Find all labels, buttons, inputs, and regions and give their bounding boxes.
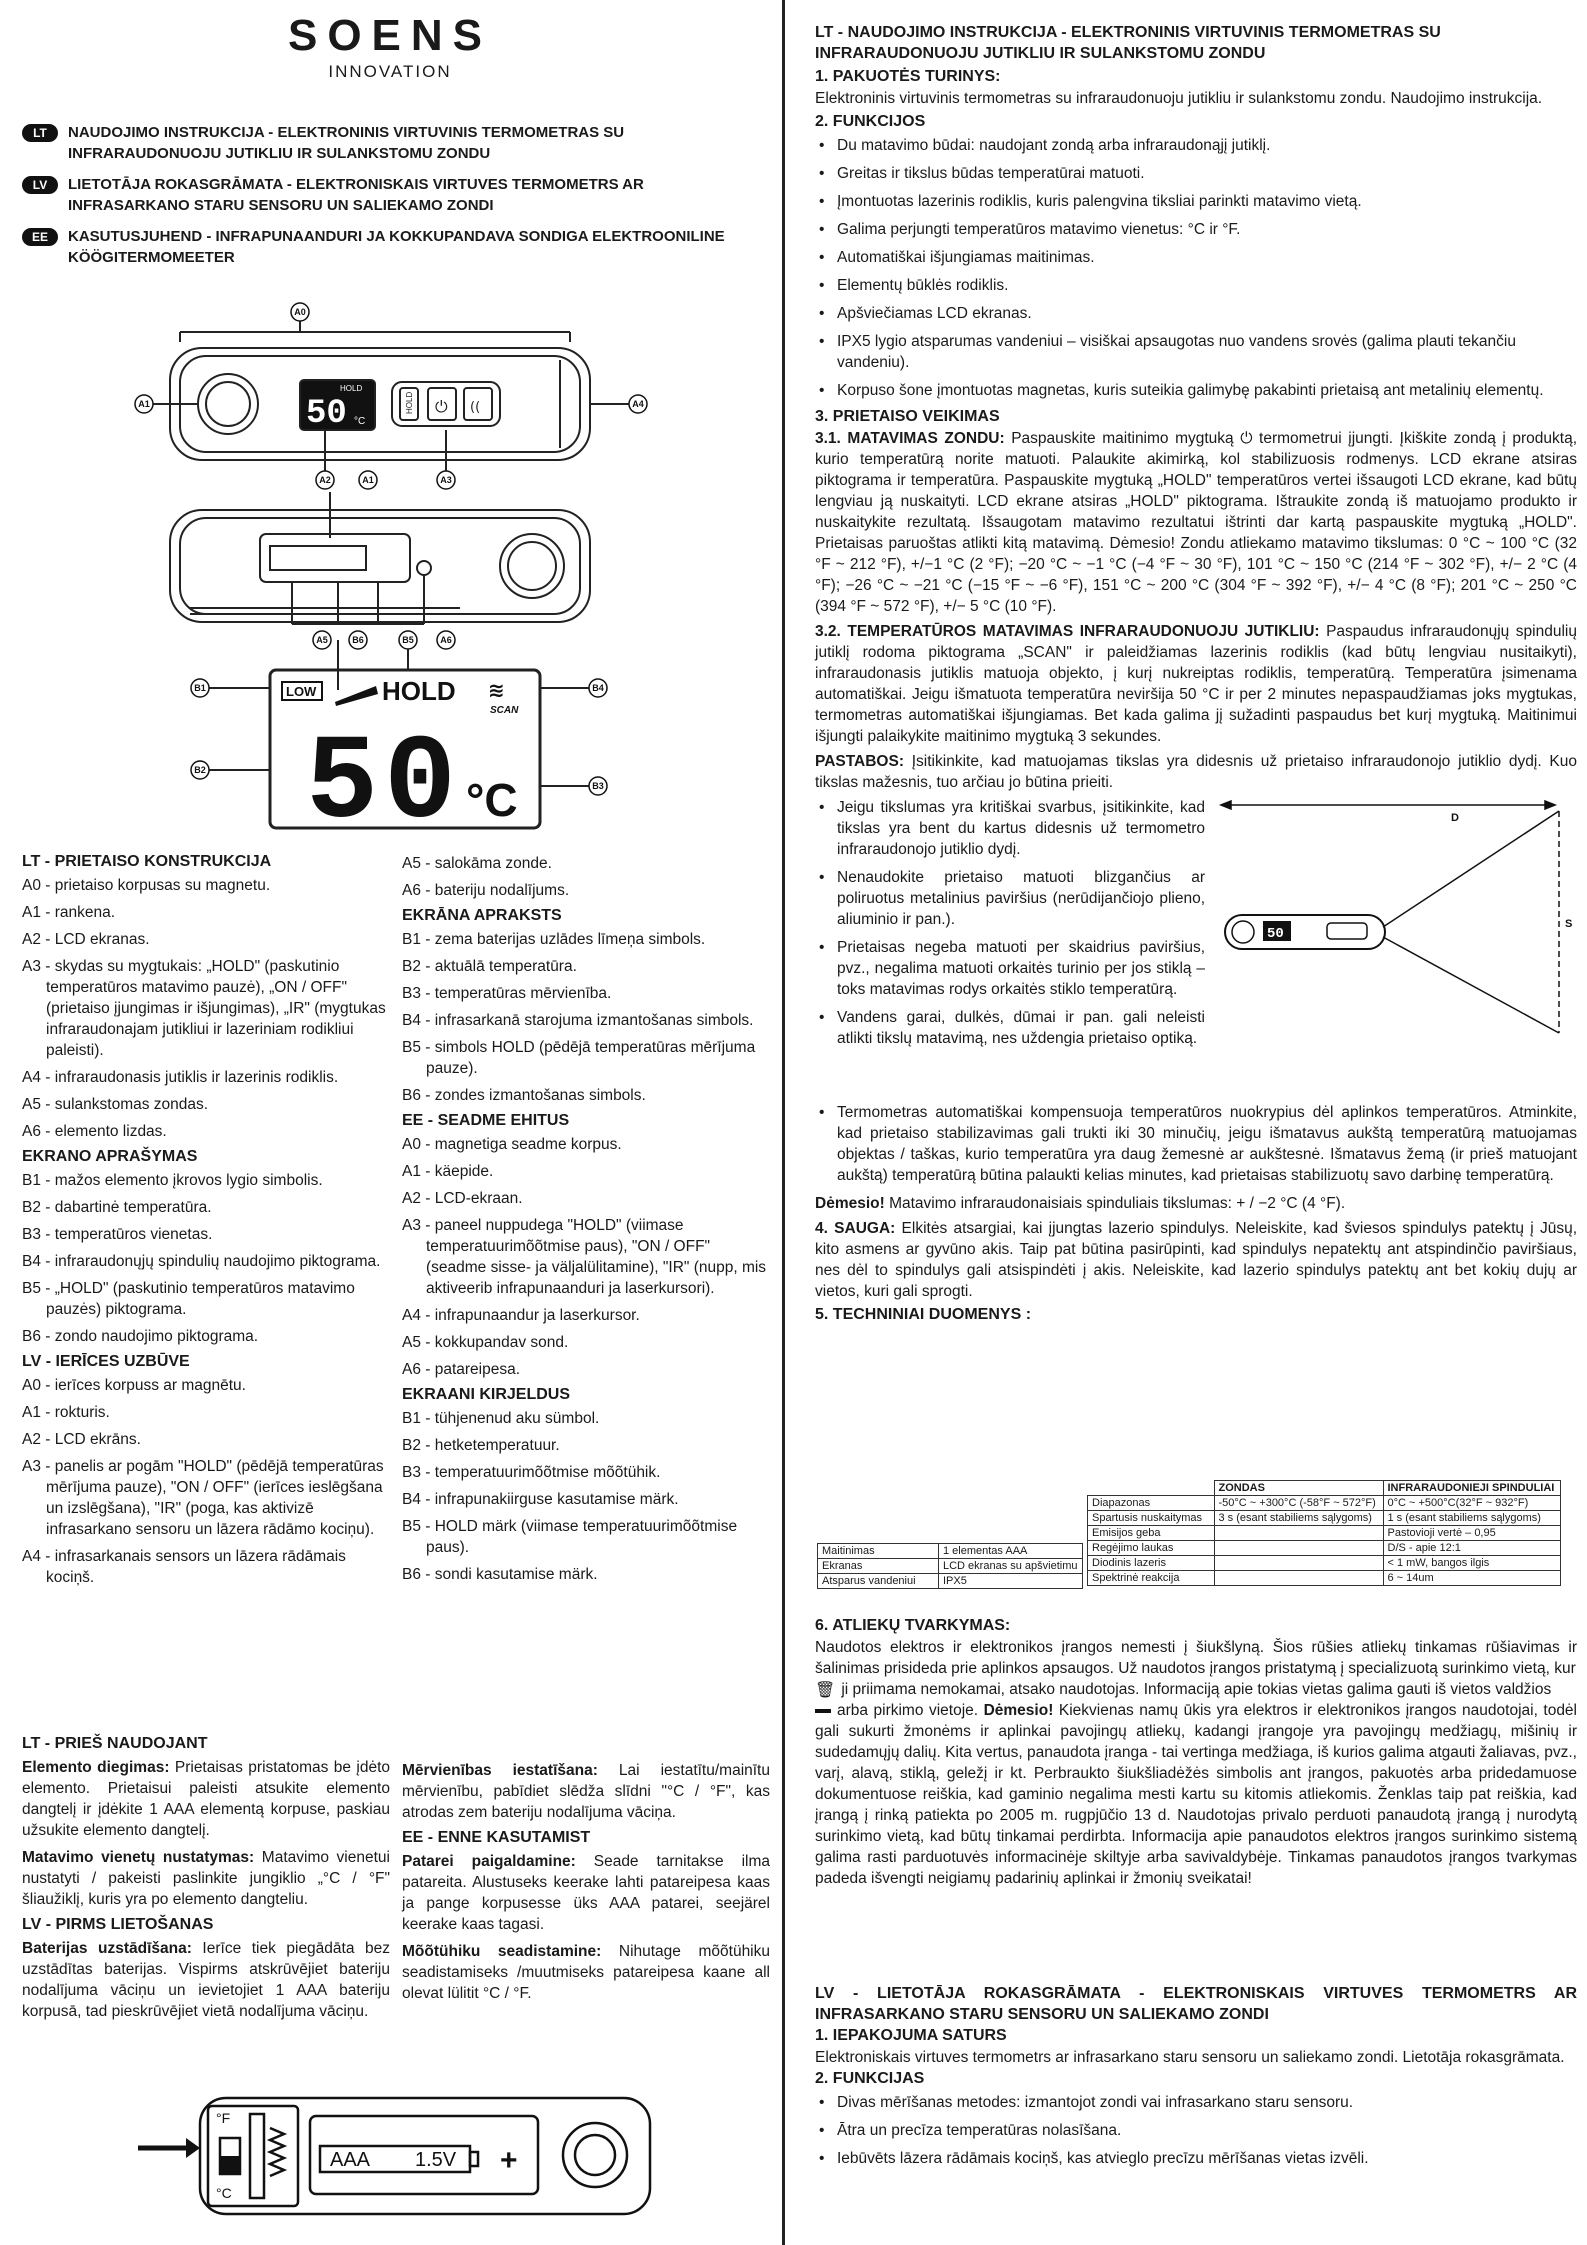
s3-heading: 3. PRIETAISO VEIKIMAS — [815, 408, 1000, 425]
callout-b2 — [191, 761, 209, 779]
ee-before-p2 — [402, 1941, 770, 2004]
svg-text:B4: B4 — [592, 683, 604, 693]
s2-item: • IPX5 lygio atsparumas vandeniui – visiškai apsaugotas nuo vandens srovės (galima plauti tekančiu vandeniu). — [837, 331, 1577, 373]
lt-before-p1-text: Prietaisas pristatomas be įdėto elemento. Prietaisui paleisti atsukite elemento dangtelį ir įdėkite 1 AAA elementą korpuse, paskiau užsukite elemento dangtelį. — [22, 1759, 390, 1839]
notes-label: PASTABOS: — [815, 753, 904, 770]
small-lcd-unit: °C — [354, 416, 366, 427]
callout-a5 — [313, 631, 331, 649]
s2-item: • Galima perjungti temperatūros matavimo vienetus: °C ir °F. — [837, 219, 1577, 240]
s6-heading: 6. ATLIEKŲ TVARKYMAS: — [815, 1617, 1011, 1634]
language-lv — [22, 174, 762, 216]
s32-text: Paspaudus infraraudonųjų spindulių jutiklį rodoma piktograma „SCAN" ir paleidžiamas lazerinis rodiklis (kad būtų lengviau nusitaikyti), infraraudonasis jutiklis matuoja objekto, į kurį nukreiptas rodiklis, temperatūrą. Temperatūra įsimenama automatiškai. Jeigu išmatuota temperatūra neviršija 50 °C ir per 2 minutes nepaspaudžiamas joks mygtukas, termometras automatiškai išjungiamas. Bet kada galima jį sužadinti paspaudus bet kurį mygtuką. Maitinimui išjungti palaikykite maitinimo mygtuką 3 sekundes. — [815, 623, 1577, 745]
table-cell: Spektrinė reakcija — [1088, 1571, 1215, 1586]
s6-text-d: Kiekvienas namų ūkis yra elektros ir elektronikos įrangos naudotojai, todėl gali sukurti žmonėms ir aplinkai pavojingų atliekų, kadangi įrangoje yra pavojingų medžiagų, mišinių ir sudedamųjų dalių. Kita vertus, panaudota įranga - tai vertinga medžiaga, iš kurios galima atgauti žaliavas, pvz., varį, alavą, stiklą, geležį ir kt. Perbraukto šiukšliadėžės simbolis ant įrangos, pakuotės arba pridedamuose dokumentuose reiškia, kad gaminio negalima mesti kartu su kitomis atliekomis. Ženklas taip pat reiškia, kad įrangą į rinką patiekta po 2005 m. rugpjūčio 13 d. Naudotojas privalo perduoti panaudotą įrangą į nurodytą surinkimo vietą, kad būtų tinkamai perdirbta. Informacija apie panaudotos elektros įrangos surinkimo sistemą galima rasti parduotuvės informacinėje skiltyje arba savivaldybėje. Tinkamas panaudotos įrangos tvarkymas padeda išvengti neigiamų padarinių aplinkai ir žmonių sveikatai! — [815, 1702, 1577, 1887]
battery-voltage: 1.5V — [415, 2149, 457, 2171]
lv-item-a2: A2 - LCD ekrāns. — [22, 1431, 141, 1448]
notes-list — [815, 797, 1205, 1049]
notes-item: • Prietaisas negeba matuoti per skaidrius paviršius, pvz., negalima matuoti orkaitės turinio per jos stiklą – toks matavimas rodys orkaitės stiklo temperatūrą. — [837, 937, 1205, 1000]
notes-item: • Jeigu tikslumas yra kritiškai svarbus, įsitikinkite, kad tikslas yra bent du kartus didesnis už termometro infraraudonojo jutiklio dydį. — [837, 797, 1205, 860]
table-header-row — [1088, 1481, 1561, 1496]
lv-screen-b4: B4 - infrasarkanā starojuma izmantošanas simbols. — [402, 1012, 754, 1029]
callout-b3 — [589, 777, 607, 795]
device-diagram — [120, 290, 680, 845]
lt-item-a1: A1 - rankena. — [22, 904, 116, 921]
lv-item-a1: A1 - rokturis. — [22, 1404, 110, 1421]
table-header-cell: INFRARAUDONIEJI SPINDULIAI — [1383, 1481, 1560, 1496]
table-row — [1088, 1541, 1561, 1556]
svg-text:A5: A5 — [316, 635, 328, 645]
battery-type: AAA — [330, 2149, 371, 2171]
lv-before-p1-text: Ierīce tiek piegādāta bez uzstādītas baterijas. Vispirms atskrūvējiet bateriju nodalījuma vāciņu un ievietojiet 1 AAA bateriju korpusā, tad pieskrūvējiet vietā nodalījuma vāciņu. — [22, 1940, 390, 2020]
notes-block — [815, 797, 1577, 1102]
lv2-list — [815, 2092, 1577, 2169]
ir-button-icon: (( — [470, 400, 481, 415]
ee-item-a2: A2 - LCD-ekraan. — [402, 1190, 523, 1207]
notes-wide-list — [815, 1102, 1577, 1186]
table-row — [818, 1559, 1083, 1574]
callout-a6 — [437, 631, 455, 649]
lang-title-lt: NAUDOJIMO INSTRUKCIJA - ELEKTRONINIS VIRTUVINIS TERMOMETRAS SU INFRARAUDONUOJU JUTIKLIU IR SULANKSTOMU ZONDU — [68, 124, 625, 162]
waste-bar — [815, 1709, 831, 1713]
lt-item-a2: A2 - LCD ekranas. — [22, 931, 150, 948]
table-cell: 3 s (esant stabiliems sąlygoms) — [1214, 1511, 1383, 1526]
battery-diagram — [130, 2088, 670, 2228]
s1-heading: 1. PAKUOTĖS TURINYS: — [815, 68, 1001, 85]
callout-b1 — [191, 679, 209, 697]
lang-badge-lv: LV — [22, 176, 58, 194]
table-cell — [1214, 1571, 1383, 1586]
ee-screen-b4: B4 - infrapunakiirguse kasutamise märk. — [402, 1491, 679, 1508]
scan-wifi-icon: ≋ — [488, 678, 505, 702]
table-header-cell — [1088, 1481, 1215, 1496]
s6-text-a: Naudotos elektros ir elektronikos įrangos nemesti į šiukšlyną. Šios rūšies atliekų tinkamas rūšiavimas ir šalinimas prisideda prie aplinkos apsaugos. Už naudotos įrangos pristatymą į specializuotą surinkimo vietą, kur — [815, 1639, 1577, 1677]
notes-wide-item: • Termometras automatiškai kompensuoja temperatūros nuokrypius dėl aplinkos temperatūros. Atminkite, kad prietaiso stabilizavimas gali trukti iki 30 minučių, jeigu išmatavus aukštą temperatūrą matuojamas objektas / taškas, kurio temperatūra yra daug žemesnė ar aukštesnė. Išmatavus žemą (ir prieš matuojant aukštą) temperatūrą būtina palaukti kelias minutes, kad prietaisas stabilizuotų savo darbinę temperatūrą. — [837, 1102, 1577, 1186]
svg-text:B3: B3 — [592, 781, 604, 791]
lt-item-a4: A4 - infraraudonasis jutiklis ir lazerinis rodiklis. — [22, 1069, 339, 1086]
switch-knob — [221, 2156, 239, 2173]
right-main — [815, 22, 1577, 1324]
lv2-item: • Iebūvēts lāzera rādāmais kociņš, kas atvieglo precīzu mērīšanas vietas izvēli. — [837, 2148, 1577, 2169]
callout-b5 — [399, 631, 417, 649]
ee-screen-b3: B3 - temperatuurimõõtmise mõõtühik. — [402, 1464, 661, 1481]
svg-text:B2: B2 — [194, 765, 206, 775]
lv-construction-heading: LV - IERĪCES UZBŪVE — [22, 1353, 190, 1370]
svg-text:A0: A0 — [294, 307, 306, 317]
svg-text:B6: B6 — [352, 635, 364, 645]
lv2-heading: 2. FUNKCIJAS — [815, 2070, 925, 2087]
svg-text:A6: A6 — [440, 635, 452, 645]
s32-label: 3.2. TEMPERATŪROS MATAVIMAS INFRARAUDONUOJU JUTIKLIU: — [815, 623, 1320, 640]
waste-section — [815, 1617, 1577, 1889]
svg-text:A3: A3 — [440, 475, 452, 485]
s4-paragraph — [815, 1218, 1577, 1302]
table-cell: Ekranas — [818, 1559, 939, 1574]
table-row — [1088, 1496, 1561, 1511]
svg-text:B5: B5 — [402, 635, 414, 645]
ee-screen-b5: B5 - HOLD märk (viimase temperatuurimõõtmise paus). — [402, 1518, 738, 1556]
lt-screen-b6: B6 - zondo naudojimo piktograma. — [22, 1328, 259, 1345]
brand-sub: INNOVATION — [328, 62, 452, 81]
ee-screen-heading: EKRAANI KIRJELDUS — [402, 1386, 571, 1403]
ee-item-a3: A3 - paneel nuppudega "HOLD" (viimase temperatuurimõõtmise paus), "ON / OFF" (seadme sisse- ja väljalülitamine), "IR" (nupp, mis aktiveerib infrapunaanduri ja laserkursori). — [402, 1217, 767, 1297]
table-row — [1088, 1511, 1561, 1526]
table-cell: Maitinimas — [818, 1544, 939, 1559]
table-cell: 6 ~ 14um — [1383, 1571, 1560, 1586]
lt-before-heading: LT - PRIEŠ NAUDOJANT — [22, 1735, 208, 1752]
s2-heading: 2. FUNKCIJOS — [815, 113, 926, 130]
callout-b6 — [349, 631, 367, 649]
ir-accuracy-label: Dėmesio! — [815, 1195, 885, 1212]
table-cell: -50°C ~ +300°C (-58°F ~ 572°F) — [1214, 1496, 1383, 1511]
table-cell: IPX5 — [939, 1574, 1083, 1589]
s4-text: Elkitės atsargiai, kai įjungtas lazerio spindulys. Neleiskite, kad šviesos spindulys patektų į Jūsų, kito asmens ar gyvūno akis. Taip pat būtina pasirūpinti, kad spindulys nepatektų ant atspindinčio paviršiaus, nes dėl to spindulys gali atsispindėti į akis. Neleiskite, kad lazerio spindulys patektų ant bet kokių dujų ar vietos, kuri gali sprogti. — [815, 1220, 1577, 1300]
ee-item-a5: A5 - kokkupandav sond. — [402, 1334, 569, 1351]
lt-item-a5: A5 - sulankstomas zondas. — [22, 1096, 209, 1113]
table-cell: Emisijos geba — [1088, 1526, 1215, 1541]
lv-screen-b2: B2 - aktuālā temperatūra. — [402, 958, 577, 975]
table-cell — [1214, 1541, 1383, 1556]
notes-item: • Nenaudokite prietaiso matuoti blizgančius ar poliruotus metalinius paviršius (nerūdijančiojo plieno, aliuminio ir pan.). — [837, 867, 1205, 930]
lt-screen-b1: B1 - mažos elemento įkrovos lygio simbolis. — [22, 1172, 323, 1189]
s2-item: • Įmontuotas lazerinis rodiklis, kuris palengvina tiksliai parinkti matavimo vietą. — [837, 191, 1577, 212]
table-cell: Diapazonas — [1088, 1496, 1215, 1511]
s2-item: • Elementų būklės rodiklis. — [837, 275, 1577, 296]
s32-paragraph — [815, 621, 1577, 747]
battery-f-label: °F — [216, 2110, 231, 2126]
table-cell — [1214, 1526, 1383, 1541]
table-cell: 0°C ~ +500°C(32°F ~ 932°F) — [1383, 1496, 1560, 1511]
language-ee — [22, 226, 762, 268]
callout-a2 — [316, 471, 334, 489]
lv-item-a4: A4 - infrasarkanais sensors un lāzera rādāmais kociņš. — [22, 1548, 346, 1586]
lv-before-p1 — [22, 1938, 390, 2022]
brand-name: SOENS — [287, 11, 493, 60]
table-cell: 1 elementas AAA — [939, 1544, 1083, 1559]
s31-text: Paspauskite maitinimo mygtuką ⏻ termometrui įjungti. Įkiškite zondą į produktą, kurio temperatūrą norite matuoti. Palaukite akimirką, kol stabilizuosis rodmenys. LCD ekrane atsiras piktograma ir temperatūra. Paspauskite mygtuką „HOLD" temperatūros vertei išsaugoti LCD ekrane, kad būtų lengviau ją nuskaityti. LCD ekrane atsiras „HOLD" piktograma. Ištraukite zondą iš matuojamo produkto ir nuskaitykite rezultatą. Išsaugotam matavimo rezultatui ištrinti dar kartą paspauskite mygtuką „HOLD". Prietaisas paruoštas atlikti kitą matavimą. Dėmesio! Zondu atliekamo matavimo tikslumas: 0 °C ~ 100 °C (32 °F ~ 212 °F), +/−1 °C (2 °F); −20 °C ~ −1 °C (−4 °F ~ 30 °F), 101 °C ~ 150 °C (214 °F ~ 302 °F), +/− 2 °C (4 °F); −26 °C ~ −21 °C (−15 °F ~ −6 °F), 151 °C ~ 200 °C (304 °F ~ 392 °F), +/− 4 °C (8 °F); 201 °C ~ 250 °C (394 °F ~ 572 °F), +/− 5 °C (10 °F). — [815, 430, 1578, 615]
small-lcd-hold: HOLD — [340, 384, 363, 393]
lt-screen-b2: B2 - dabartinė temperatūra. — [22, 1199, 212, 1216]
table-cell: Diodinis lazeris — [1088, 1556, 1215, 1571]
callout-b4 — [589, 679, 607, 697]
table-cell: Regėjimo laukas — [1088, 1541, 1215, 1556]
ee-item-a6: A6 - patareipesa. — [402, 1361, 521, 1378]
table-cell: Pastovioji vertė – 0,95 — [1383, 1526, 1560, 1541]
language-list — [22, 122, 762, 268]
table-row — [818, 1544, 1083, 1559]
lv-before-p1-label: Baterijas uzstādīšana: — [22, 1940, 192, 1957]
ee-screen-b6: B6 - sondi kasutamise märk. — [402, 1566, 598, 1583]
lv-manual-title: LV - LIETOTĀJA ROKASGRĀMATA - ELEKTRONISKAIS VIRTUVES TERMOMETRS AR INFRASARKANO STARU SENSORU UN SALIEKAMO ZONDI — [815, 1985, 1577, 2023]
svg-text:B1: B1 — [194, 683, 206, 693]
lt-before-p1 — [22, 1757, 390, 1841]
lt-before-p1-label: Elemento diegimas: — [22, 1759, 170, 1776]
lang-title-ee: KASUTUSJUHEND - INFRAPUNAANDURI JA KOKKUPANDAVA SONDIGA ELEKTROONILINE KÖÖGITERMOMEETER — [68, 228, 725, 266]
s5-heading: 5. TECHNINIAI DUOMENYS : — [815, 1306, 1032, 1323]
distance-label-d: D — [1451, 812, 1459, 824]
lv-before-p2-label: Mērvienības iestatīšana: — [402, 1762, 598, 1779]
lt-construction — [22, 853, 390, 1588]
table-row — [1088, 1556, 1561, 1571]
lt-manual-title: LT - NAUDOJIMO INSTRUKCIJA - ELEKTRONINIS VIRTUVINIS TERMOMETRAS SU INFRARAUDONUOJU JUTIKLIU IR SULANKSTOMU ZONDU — [815, 24, 1441, 62]
table-header-cell: ZONDAS — [1214, 1481, 1383, 1496]
s2-list — [815, 135, 1577, 401]
s6-text-c — [815, 1700, 1577, 1889]
lt-screen-b3: B3 - temperatūros vienetas. — [22, 1226, 213, 1243]
spec-table-small — [817, 1543, 1083, 1589]
lt-construction-heading: LT - PRIETAISO KONSTRUKCIJA — [22, 853, 272, 870]
ee-before-p1 — [402, 1851, 770, 1935]
notes-item: • Vandens garai, dulkės, dūmai ir pan. gali neleisti atlikti tikslų matavimą, nes uždengia prietaiso optiką. — [837, 1007, 1205, 1049]
ee-before-heading: EE - ENNE KASUTAMIST — [402, 1829, 591, 1846]
ee-screen-b1: B1 - tühjenenud aku sümbol. — [402, 1410, 600, 1427]
callout-a0 — [291, 303, 309, 321]
lt-before-p2-label: Matavimo vienetų nustatymas: — [22, 1849, 255, 1866]
arrow-icon — [186, 2138, 200, 2158]
ee-item-a1: A1 - käepide. — [402, 1163, 494, 1180]
table-cell: 1 s (esant stabiliems sąlygoms) — [1383, 1511, 1560, 1526]
lcd-big-value: 50 — [306, 717, 456, 845]
s1-text: Elektroninis virtuvinis termometras su infraraudonuoju jutikliu ir sulankstomu zondu. Naudojimo instrukcija. — [815, 90, 1543, 107]
s2-item: • Automatiškai išjungiamas maitinimas. — [837, 247, 1577, 268]
s2-item: • Apšviečiamas LCD ekranas. — [837, 303, 1577, 324]
ir-accuracy-text: Matavimo infraraudonaisiais spinduliais tikslumas: + / −2 °C (4 °F). — [884, 1195, 1346, 1212]
callout-a3 — [437, 471, 455, 489]
svg-text:A1: A1 — [138, 399, 150, 409]
lt-screen-b4: B4 - infraraudonųjų spindulių naudojimo piktograma. — [22, 1253, 381, 1270]
ee-before-p1-text: Seade tarnitakse ilma patareita. Alustuseks keerake lahti patareipesa kaas ja pange korpusesse üks AAA patarei, seejärel keerake kaas tagasi. — [402, 1853, 770, 1933]
lcd-scan-label: SCAN — [490, 705, 519, 716]
svg-text:A2: A2 — [319, 475, 331, 485]
battery-c-label: °C — [216, 2185, 232, 2201]
lcd-hold-label: HOLD — [382, 676, 456, 706]
lcd-big-unit: °C — [466, 774, 518, 826]
ee-item-a4: A4 - infrapunaandur ja laserkursor. — [402, 1307, 640, 1324]
ee-before-p1-label: Patarei paigaldamine: — [402, 1853, 576, 1870]
s6-text-b-row — [815, 1679, 1577, 1700]
lv-screen-heading: EKRĀNA APRAKSTS — [402, 907, 562, 924]
lv1-text: Elektroniskais virtuves termometrs ar infrasarkano staru sensoru un saliekamo zondi. Lietotāja rokasgrāmata. — [815, 2049, 1565, 2066]
lv-screen-b3: B3 - temperatūras mērvienība. — [402, 985, 612, 1002]
s6-text-b: ji priimama nemokamai, atsako naudotojas. Informaciją apie tokias vietas galima gauti iš vietos valdžios — [841, 1681, 1552, 1698]
lv-ee-construction — [402, 853, 770, 1585]
spot-label-s: S — [1565, 918, 1573, 930]
lt-before-p2-text: Matavimo vienetui nustatyti / pakeisti paslinkite jungiklio „°C / °F" šliaužiklį, kuris yra po elemento dangteliu. — [22, 1849, 390, 1908]
lv-before-p2 — [402, 1760, 770, 1823]
waste-bin-icon: 🗑 — [815, 1680, 836, 1699]
spec-table-main — [1087, 1480, 1561, 1586]
probe-icon — [335, 686, 378, 706]
power-button-icon: ⏻ — [435, 397, 448, 416]
lv1-heading: 1. IEPAKOJUMA SATURS — [815, 2027, 1007, 2044]
table-row — [1088, 1571, 1561, 1586]
s4-label: 4. SAUGA: — [815, 1220, 896, 1237]
table-row — [1088, 1526, 1561, 1541]
callout-a1-mid — [359, 471, 377, 489]
callout-a4 — [629, 395, 647, 413]
language-lt — [22, 122, 762, 164]
lv-item-a3: A3 - panelis ar pogām "HOLD" (pēdējā temperatūras mērījuma pauze), "ON / OFF" (ierīces ieslēgšana un izslēgšana), "IR" (poga, kas aktivizē infrasarkano sensoru un lāzera rādāmo kociņu). — [22, 1458, 384, 1538]
lt-item-a3: A3 - skydas su mygtukais: „HOLD" (paskutinio temperatūros matavimo pauzė), „ON / OFF" (prietaiso įjungimas ir išjungimas), „IR" (mygtukas infraraudonajam jutikliui ir lazeriniam rodikliui paleisti). — [22, 958, 386, 1059]
svg-text:A4: A4 — [632, 399, 644, 409]
notes-text: Įsitikinkite, kad matuojamas tikslas yra didesnis už prietaiso infraraudonojo jutiklio dydį. Kuo tikslas mažesnis, tuo arčiau jo būtina prieiti. — [815, 753, 1577, 791]
lt-screen-b5: B5 - „HOLD" (paskutinio temperatūros matavimo pauzės) piktograma. — [22, 1280, 355, 1318]
lt-lv-before-use — [22, 1735, 390, 2022]
battery-plus: + — [500, 2144, 518, 2177]
callout-a1-top — [135, 395, 153, 413]
table-cell: < 1 mW, bangos ilgis — [1383, 1556, 1560, 1571]
mini-lcd-value: 50 — [1267, 926, 1284, 942]
table-cell — [1214, 1556, 1383, 1571]
lt-item-a6: A6 - elemento lizdas. — [22, 1123, 167, 1140]
table-cell: Atsparus vandeniui — [818, 1574, 939, 1589]
ee-item-a0: A0 - magnetiga seadme korpus. — [402, 1136, 622, 1153]
lv2-item: • Ātra un precīza temperatūras nolasīšana. — [837, 2120, 1577, 2141]
column-divider — [782, 0, 785, 2245]
lang-title-lv: LIETOTĀJA ROKASGRĀMATA - ELEKTRONISKAIS VIRTUVES TERMOMETRS AR INFRASARKANO STARU SENSORU UN SALIEKAMO ZONDI — [68, 176, 644, 214]
lv-screen-b6: B6 - zondes izmantošanas simbols. — [402, 1087, 646, 1104]
lv-before-p2-text: Lai iestatītu/mainītu mērvienību, pabīdiet slēdža slīdni "°C / °F", kas atrodas zem bateriju nodalījuma vāciņa. — [402, 1762, 770, 1821]
lt-before-p2 — [22, 1847, 390, 1910]
lv-item-a0: A0 - ierīces korpuss ar magnētu. — [22, 1377, 246, 1394]
table-row — [818, 1574, 1083, 1589]
hold-button-label: HOLD — [405, 391, 414, 414]
notes-paragraph — [815, 751, 1577, 793]
svg-text:A1: A1 — [362, 475, 374, 485]
distance-spot-diagram — [1215, 797, 1577, 1047]
lv-ee-before-use — [402, 1760, 770, 2004]
lv-manual — [815, 1983, 1577, 2176]
s2-item: • Greitas ir tikslus būdas temperatūrai matuoti. — [837, 163, 1577, 184]
ee-before-p2-text: Nihutage mõõtühiku seadistamiseks /muutmiseks patareipesa kaane all olevat lülitit °C / °F. — [402, 1943, 770, 2002]
s2-item: • Du matavimo būdai: naudojant zondą arba infraraudonąjį jutiklį. — [837, 135, 1577, 156]
lt-screen-heading: EKRANO APRAŠYMAS — [22, 1148, 198, 1165]
brand-logo — [0, 12, 780, 82]
lv-item-a5: A5 - salokāma zonde. — [402, 855, 552, 872]
lv-before-heading: LV - PIRMS LIETOŠANAS — [22, 1916, 214, 1933]
lang-badge-ee: EE — [22, 228, 58, 246]
ee-before-p2-label: Mõõtühiku seadistamine: — [402, 1943, 602, 1960]
ee-screen-b2: B2 - hetketemperatuur. — [402, 1437, 560, 1454]
s31-paragraph — [815, 428, 1577, 617]
s31-label: 3.1. MATAVIMAS ZONDU: — [815, 430, 1005, 447]
lang-badge-lt: LT — [22, 124, 58, 142]
s2-item: • Korpuso šone įmontuotas magnetas, kuris suteikia galimybę pakabinti prietaisą ant metalinių elementų. — [837, 380, 1577, 401]
ir-accuracy — [815, 1193, 1577, 1214]
lv-item-a6: A6 - bateriju nodalījums. — [402, 882, 570, 899]
table-cell: LCD ekranas su apšvietimu — [939, 1559, 1083, 1574]
small-lcd-value: 50 — [306, 395, 347, 433]
s6-text-c-start: arba pirkimo vietoje. — [837, 1702, 979, 1719]
lv2-item: • Divas mērīšanas metodes: izmantojot zondi vai infrasarkano staru sensoru. — [837, 2092, 1577, 2113]
s6-attn: Dėmesio! — [983, 1702, 1054, 1719]
lt-item-a0: A0 - prietaiso korpusas su magnetu. — [22, 877, 271, 894]
table-cell: D/S - apie 12:1 — [1383, 1541, 1560, 1556]
lv-screen-b5: B5 - simbols HOLD (pēdējā temperatūras mērījuma pauze). — [402, 1039, 756, 1077]
lv-screen-b1: B1 - zema baterijas uzlādes līmeņa simbols. — [402, 931, 706, 948]
ee-construction-heading: EE - SEADME EHITUS — [402, 1112, 570, 1129]
lcd-low-label: LOW — [286, 684, 317, 699]
table-cell: Spartusis nuskaitymas — [1088, 1511, 1215, 1526]
